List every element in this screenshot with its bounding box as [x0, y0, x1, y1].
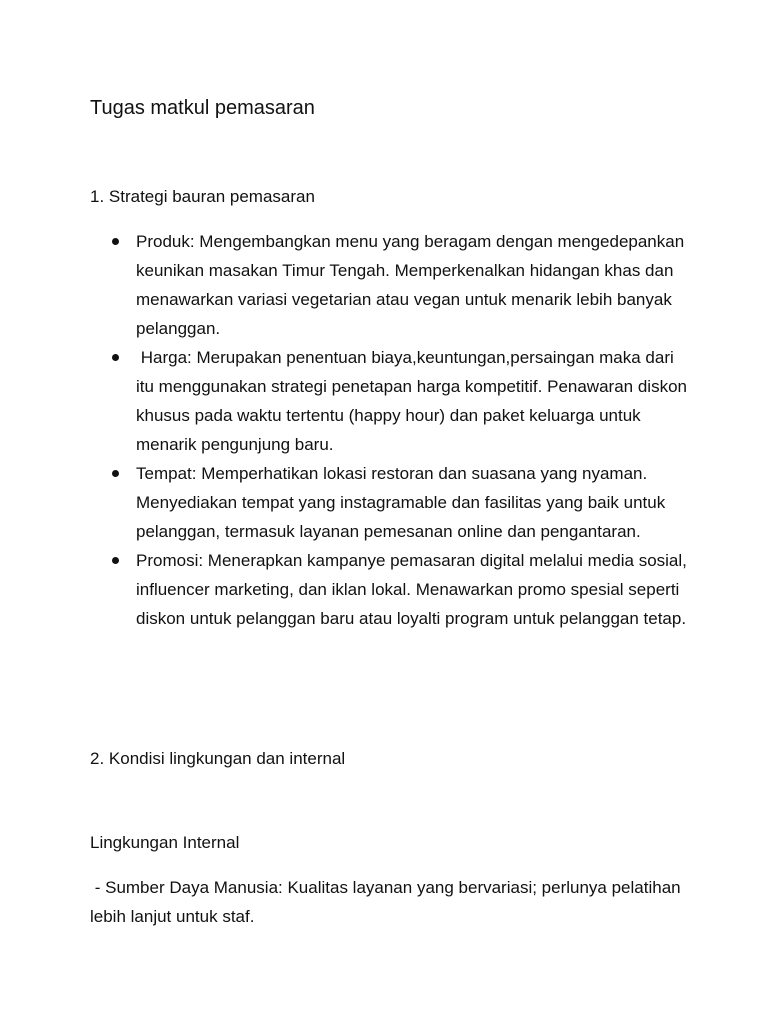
- internal-paragraph: - Sumber Daya Manusia: Kualitas layanan yang bervariasi; perlunya pelatihan lebih lanjut untuk staf.: [90, 878, 681, 926]
- bullet-icon: [112, 238, 119, 245]
- bullet-icon: [112, 354, 119, 361]
- list-item-text: Produk: Mengembangkan menu yang beragam dengan mengedepankan keunikan masakan Timur Tengah. Memperkenalkan hidangan khas dan menawarkan variasi vegetarian atau vegan untuk menarik lebih banyak pelanggan.: [136, 232, 685, 338]
- list-item-text: Harga: Merupakan penentuan biaya,keuntungan,persaingan maka dari itu menggunakan strategi penetapan harga kompetitif. Penawaran diskon khusus pada waktu tertentu (happy hour) dan paket keluarga untuk menarik pengunjung baru.: [136, 348, 687, 454]
- list-item-harga: [90, 343, 690, 459]
- subsection-heading-internal: Lingkungan Internal: [90, 833, 240, 852]
- list-item-promosi: [90, 546, 690, 633]
- list-item-text: Tempat: Memperhatikan lokasi restoran dan suasana yang nyaman. Menyediakan tempat yang instagramable dan fasilitas yang baik untuk pelanggan, termasuk layanan pemesanan online dan pengantaran.: [136, 464, 666, 541]
- section-heading-strategy: 1. Strategi bauran pemasaran: [90, 187, 315, 206]
- section-heading-kondisi: 2. Kondisi lingkungan dan internal: [90, 749, 346, 768]
- bullet-icon: [112, 470, 119, 477]
- list-item-text: Promosi: Menerapkan kampanye pemasaran digital melalui media sosial, influencer marketing, dan iklan lokal. Menawarkan promo spesial seperti diskon untuk pelanggan baru atau loyalti program untuk pelanggan tetap.: [136, 551, 687, 628]
- marketing-mix-list: [90, 227, 690, 633]
- document-title: Tugas matkul pemasaran: [90, 97, 315, 119]
- list-item-produk: [90, 227, 690, 343]
- list-item-tempat: [90, 459, 690, 546]
- bullet-icon: [112, 557, 119, 564]
